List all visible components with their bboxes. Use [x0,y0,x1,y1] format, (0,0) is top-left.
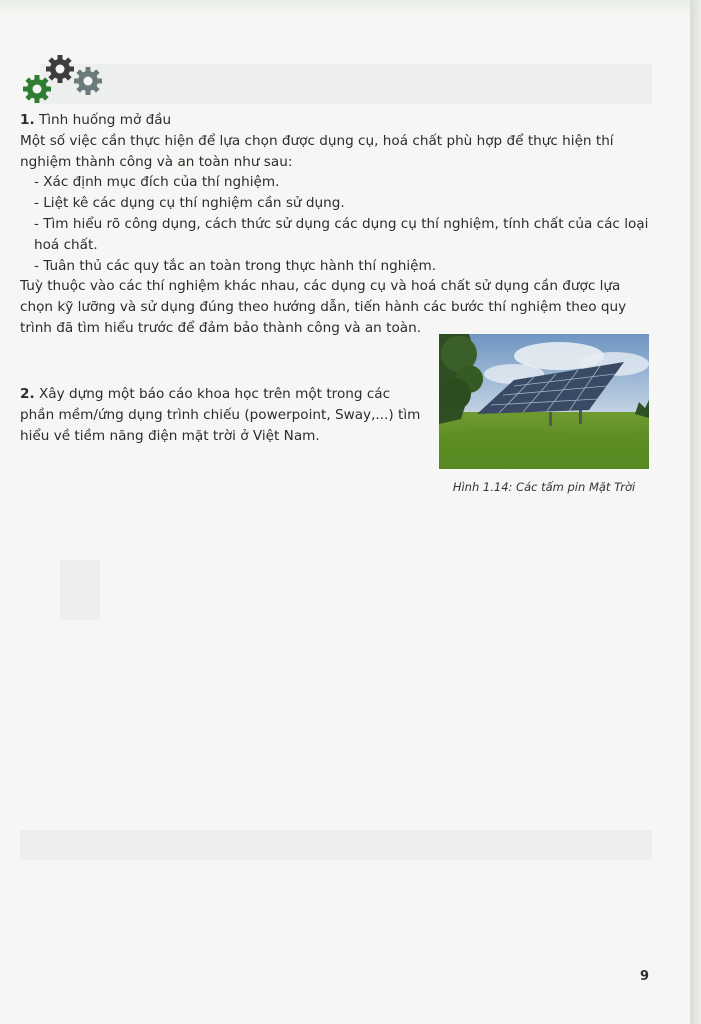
section-1 [20,110,652,339]
bleed-through [20,830,652,860]
section-1-heading-text: Tình huống mở đầu [38,112,172,128]
section-2-text: Xây dựng một báo cáo khoa học trên một trong các phần mềm/ứng dụng trình chiếu (powerpoint, Sway,...) tìm hiểu về tiềm năng điện mặt trời ở Việt Nam. [20,386,421,444]
bullet-item: - Tìm hiểu rõ công dụng, cách thức sử dụng các dụng cụ thí nghiệm, tính chất của các loại hoá chất. [34,215,649,253]
bullet-item: - Liệt kê các dụng cụ thí nghiệm cần sử dụng. [34,195,345,212]
section-1-number: 1. [20,112,35,128]
solar-panel-image [439,334,649,469]
section-2-body [20,384,425,446]
bullet-item: - Xác định mục đích của thí nghiệm. [34,174,280,191]
gears-icon [20,52,106,106]
top-band [0,0,690,14]
bleed-through [40,64,652,104]
bleed-through [60,560,100,620]
section-1-heading [20,110,652,131]
section-1-intro: Một số việc cần thực hiện để lựa chọn được dụng cụ, hoá chất phù hợp để thực hiện thí nghiệm thành công và an toàn như sau: [20,132,614,170]
section-2-number: 2. [20,386,35,402]
section-2 [20,384,425,446]
section-1-conclusion: Tuỳ thuộc vào các thí nghiệm khác nhau, các dụng cụ và hoá chất sử dụng cần được lựa chọn kỹ lưỡng và sử dụng đúng theo hướng dẫn, tiến hành các bước thí nghiệm theo quy trình đã tìm hiểu trước để đảm bảo thành công và an toàn. [20,278,627,336]
figure-caption: Hình 1.14: Các tấm pin Mặt Trời [452,480,636,494]
bullet-item: - Tuân thủ các quy tắc an toàn trong thực hành thí nghiệm. [34,257,437,274]
solar-panel-photo [439,334,649,469]
page-number: 9 [640,969,650,984]
page-edge [690,0,701,1024]
